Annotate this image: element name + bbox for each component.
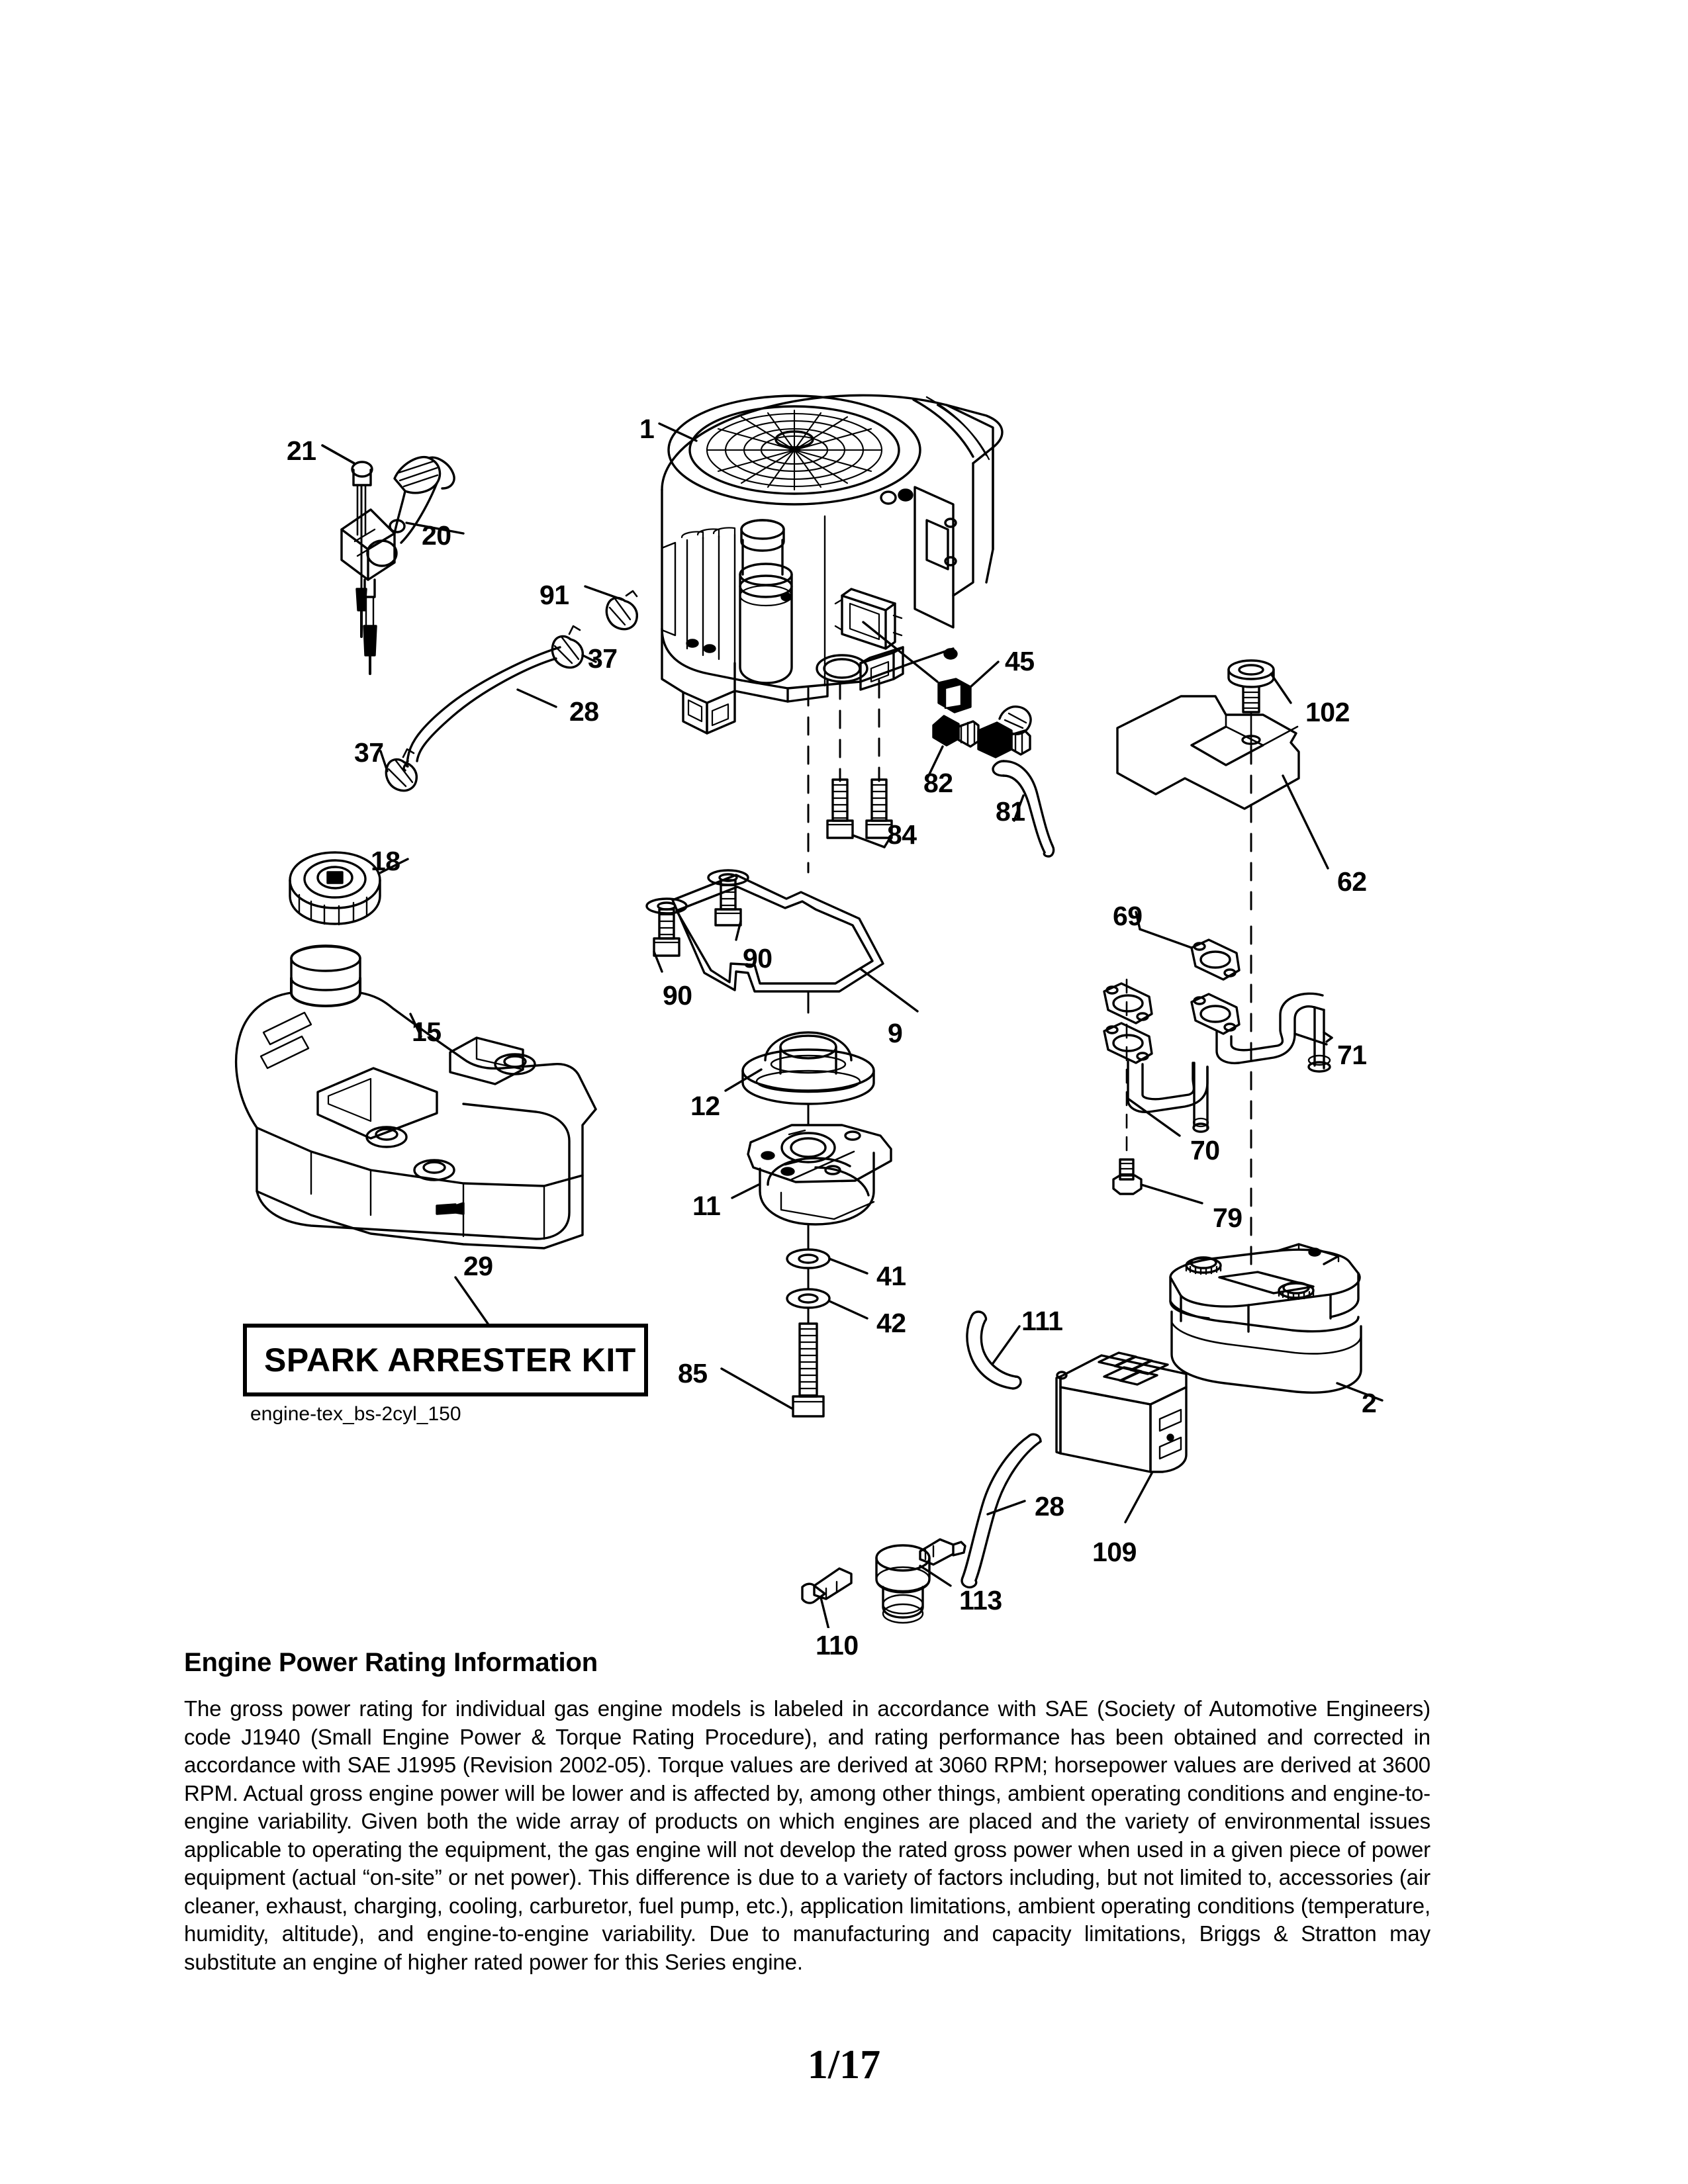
part-dipstick-20 [322,445,463,674]
part-fueltank-15 [236,946,596,1248]
callout-21: 21 [287,435,316,466]
engine-power-rating-section [184,1648,1430,1976]
part-washers [787,1224,867,1318]
part-fuel-filter-113 [876,1539,965,1623]
part-airfilter-109 [1056,1353,1186,1522]
leader-29 [455,1277,488,1324]
part-clamp-91 [585,586,637,629]
part-bracket-9 [673,875,917,1011]
part-fuel-line-28 [404,647,560,770]
spark-arrester-kit-label: SPARK ARRESTER KIT [264,1342,636,1379]
part-nut-45 [939,662,998,712]
callout-20: 20 [422,520,451,551]
part-engine-1 [659,395,1002,872]
part-gaskets-69 [1104,912,1239,1063]
callout-41: 41 [876,1261,906,1291]
callout-84: 84 [887,819,917,850]
callout-102: 102 [1305,697,1350,727]
part-screw-79 [1113,979,1202,1203]
callout-12: 12 [690,1091,720,1121]
callout-9: 9 [888,1018,903,1048]
callout-37-upper: 37 [588,643,618,674]
engine-code-label: engine-tex_bs-2cyl_150 [250,1403,461,1425]
part-fuel-line-28-lower [962,1434,1041,1587]
section-body: The gross power rating for individual gas engine models is labeled in accordance with SAE (Society of Automotive Engineers) code J1940 (Small Engine Power & Torque Rating Procedure), and rating performance has been obtained and corrected in accordance with SAE J1995 (Revision 2002-05). Torque values are derived at 3060 RPM; horsepower values are derived at 3600 RPM. Actual gross engine power will be lower and is affected by, among other things, ambient operating conditions and engine-to-engine variability. Given both the wide array of products on which engines are placed and the variety of environmental issues applicable to operating the equipment, the gas engine will not develop the rated gross power when used in a given piece of power equipment (actual “on-site” or net power). This difference is due to a variety of factors including, but not limited to, accessories (air cleaner, exhaust, charging, cooling, carburetor, fuel pump, etc.), application limitations, ambient operating conditions (temperature, humidity, altitude), and engine-to-engine variability. Due to manufacturing and capacity limitations, Briggs & Stratton may substitute an engine of higher rated power for this Series engine. [184,1696,1430,1974]
callout-11: 11 [692,1191,721,1221]
callout-113: 113 [959,1585,1002,1615]
part-muffler-2 [1170,1244,1382,1400]
part-bolt-85 [722,1308,823,1416]
callout-111: 111 [1021,1306,1063,1336]
part-exhaust-70 [1128,1062,1208,1136]
callout-37-lower: 37 [354,737,384,768]
part-heat-shield-62 [1117,696,1328,868]
callout-45: 45 [1005,646,1035,676]
callout-69: 69 [1113,901,1143,931]
callout-85: 85 [678,1358,708,1388]
part-connector-110 [802,1569,851,1628]
callout-90-left: 90 [663,980,692,1011]
callout-18: 18 [371,846,400,876]
callout-1: 1 [639,414,655,444]
callout-71: 71 [1337,1040,1367,1070]
callout-82: 82 [923,768,953,798]
spark-arrester-kit-box [243,1324,648,1396]
callout-90-right: 90 [743,943,773,974]
callout-15: 15 [412,1017,442,1047]
callout-42: 42 [876,1308,906,1338]
section-heading: Engine Power Rating Information [184,1648,598,1677]
callout-81: 81 [996,796,1025,827]
callout-109: 109 [1092,1537,1137,1567]
page-number: 1/17 [807,2042,881,2087]
callout-110: 110 [816,1630,859,1661]
callout-79: 79 [1213,1203,1243,1233]
callout-28-upper: 28 [569,696,599,727]
part-clutch-11 [732,1104,891,1224]
callout-29: 29 [463,1251,493,1281]
part-pulley-12 [726,991,874,1104]
part-clamp-37-lower [381,749,416,791]
callout-91: 91 [539,580,569,610]
part-screw-84 [827,780,892,847]
part-hose-111 [967,1312,1021,1388]
callout-70: 70 [1190,1135,1220,1165]
callout-28-lower: 28 [1035,1491,1064,1522]
callout-62: 62 [1337,866,1367,897]
callout-2: 2 [1362,1388,1377,1418]
